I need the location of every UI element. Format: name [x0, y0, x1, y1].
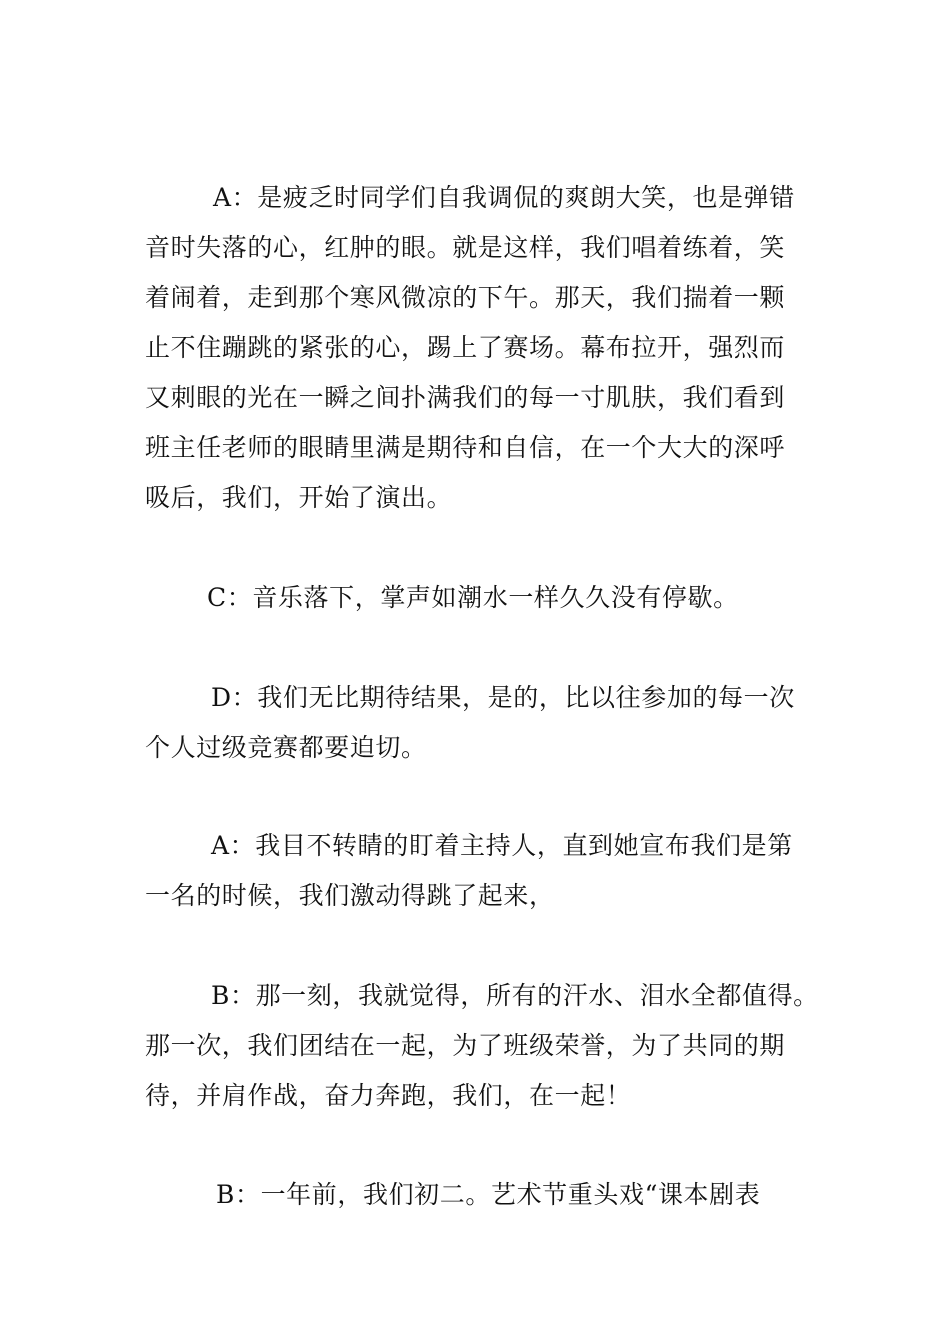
paragraph-line: B：那一刻，我就觉得，所有的汗水、泪水全都值得。	[211, 981, 819, 1010]
paragraph-line: 一名的时候，我们激动得跳了起来，	[145, 881, 555, 910]
paragraph-line: 止不住蹦跳的紧张的心，踢上了赛场。幕布拉开，强烈而	[145, 333, 786, 362]
paragraph-line: 着闹着，走到那个寒风微凉的下午。那天，我们揣着一颗	[145, 283, 786, 312]
paragraph-line: 又刺眼的光在一瞬之间扑满我们的每一寸肌肤，我们看到	[145, 383, 786, 412]
paragraph-line: B：一年前，我们初二。艺术节重头戏“课本剧表	[216, 1180, 761, 1209]
paragraph-line: A：是疲乏时同学们自我调侃的爽朗大笑，也是弹错	[213, 183, 795, 212]
paragraph-line: A：我目不转睛的盯着主持人，直到她宣布我们是第	[211, 831, 793, 860]
paragraph-line: 待，并肩作战，奋力奔跑，我们，在一起！	[145, 1081, 632, 1110]
paragraph-line: 吸后，我们，开始了演出。	[145, 483, 453, 512]
paragraph-line: 个人过级竞赛都要迫切。	[145, 733, 427, 762]
paragraph-line: 班主任老师的眼睛里满是期待和自信，在一个大大的深呼	[145, 433, 786, 462]
paragraph-line: 那一次，我们团结在一起，为了班级荣誉，为了共同的期	[145, 1031, 786, 1060]
paragraph-line: C：音乐落下，掌声如潮水一样久久没有停歇。	[207, 583, 739, 612]
paragraph-line: D：我们无比期待结果，是的，比以往参加的每一次	[211, 683, 795, 712]
paragraph-line: 音时失落的心，红肿的眼。就是这样，我们唱着练着，笑	[145, 233, 786, 262]
